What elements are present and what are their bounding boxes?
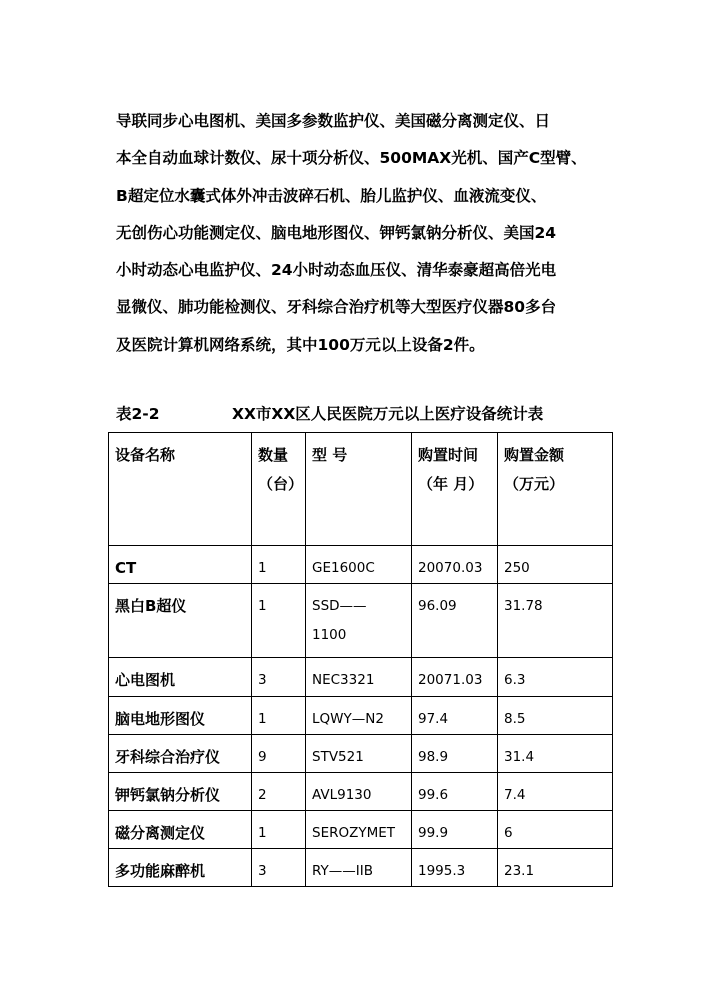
cell-qty: 9	[252, 735, 306, 773]
cell-name: 牙科综合治疗仪	[109, 735, 252, 773]
cell-amount: 7.4	[498, 773, 613, 811]
cell-amount: 23.1	[498, 849, 613, 887]
table-title: XX市XX区人民医院万元以上医疗设备统计表	[232, 405, 544, 423]
cell-model: STV521	[306, 735, 412, 773]
cell-name: 黑白B超仪	[109, 584, 252, 658]
cell-qty: 2	[252, 773, 306, 811]
table-label: 表2-2	[116, 405, 160, 423]
cell-name: 多功能麻醉机	[109, 849, 252, 887]
cell-model: RY——IIB	[306, 849, 412, 887]
table-row	[109, 658, 613, 697]
header-cell-name: 设备名称	[109, 433, 252, 546]
cell-date: 98.9	[412, 735, 498, 773]
cell-model: LQWY—N2	[306, 697, 412, 735]
cell-amount: 6.3	[498, 658, 613, 697]
cell-date: 20071.03	[412, 658, 498, 697]
header-cell-qty: 数量 （台）	[252, 433, 306, 546]
cell-qty: 1	[252, 546, 306, 584]
cell-date: 96.09	[412, 584, 498, 658]
table-row	[109, 584, 613, 658]
paragraph-line: 本全自动血球计数仪、尿十项分析仪、500MAⅩ光机、国产C型臂、	[116, 149, 587, 168]
cell-name: CT	[109, 546, 252, 584]
header-cell-date: 购置时间 （年 月）	[412, 433, 498, 546]
paragraph-line: 无创伤心功能测定仪、脑电地形图仪、钾钙氯钠分析仪、美国24	[116, 223, 557, 242]
cell-qty: 1	[252, 584, 306, 658]
cell-amount: 8.5	[498, 697, 613, 735]
table-header-row	[109, 433, 613, 546]
table-row	[109, 735, 613, 773]
cell-amount: 31.78	[498, 584, 613, 658]
paragraph-line: 小时动态心电监护仪、24小时动态血压仪、清华泰豪超高倍光电	[116, 261, 557, 280]
cell-amount: 6	[498, 811, 613, 849]
cell-qty: 3	[252, 849, 306, 887]
cell-model: GE1600C	[306, 546, 412, 584]
paragraph-line: B超定位水囊式体外冲击波碎石机、胎儿监护仪、血液流变仪、	[116, 186, 547, 205]
table-caption	[116, 402, 636, 424]
cell-qty: 1	[252, 697, 306, 735]
header-cell-amount: 购置金额 （万元）	[498, 433, 613, 546]
cell-name: 心电图机	[109, 658, 252, 697]
table-row	[109, 773, 613, 811]
cell-amount: 31.4	[498, 735, 613, 773]
cell-date: 1995.3	[412, 849, 498, 887]
table-row	[109, 546, 613, 584]
cell-model: AVL9130	[306, 773, 412, 811]
cell-name: 脑电地形图仪	[109, 697, 252, 735]
paragraph-line: 显微仪、肺功能检测仪、牙科综合治疗机等大型医疗仪器80多台	[116, 298, 557, 317]
table-row	[109, 811, 613, 849]
cell-name: 钾钙氯钠分析仪	[109, 773, 252, 811]
cell-date: 99.6	[412, 773, 498, 811]
header-cell-model: 型 号	[306, 433, 412, 546]
cell-date: 20070.03	[412, 546, 498, 584]
cell-model: SEROZYMET	[306, 811, 412, 849]
paragraph-line: 及医院计算机网络系统，其中100万元以上设备2件。	[116, 335, 485, 354]
cell-model: SSD—— 1100	[306, 584, 412, 658]
cell-date: 99.9	[412, 811, 498, 849]
cell-model: NEC3321	[306, 658, 412, 697]
cell-date: 97.4	[412, 697, 498, 735]
table-row	[109, 697, 613, 735]
table-row	[109, 849, 613, 887]
cell-name: 磁分离测定仪	[109, 811, 252, 849]
cell-qty: 1	[252, 811, 306, 849]
cell-qty: 3	[252, 658, 306, 697]
equipment-table	[108, 432, 613, 887]
cell-amount: 250	[498, 546, 613, 584]
paragraph-line: 导联同步心电图机、美国多参数监护仪、美国磁分离测定仪、日	[116, 112, 551, 130]
body-paragraph	[116, 103, 656, 364]
